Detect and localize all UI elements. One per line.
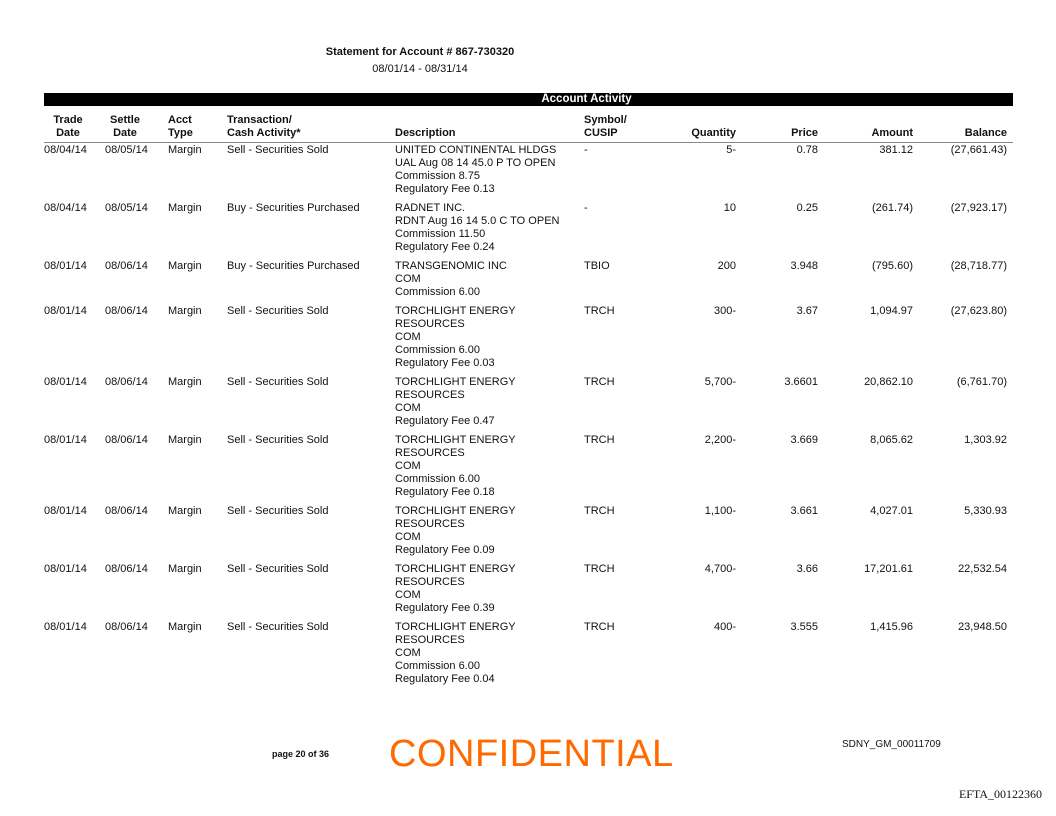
description-line: COM bbox=[395, 589, 421, 601]
col-symbol: Symbol/ CUSIP bbox=[584, 114, 627, 139]
description-line: TORCHLIGHT ENERGY bbox=[395, 434, 516, 446]
trade-date-cell: 08/01/14 bbox=[44, 563, 87, 575]
description-line: COM bbox=[395, 647, 421, 659]
description-line: UAL Aug 08 14 45.0 P TO OPEN bbox=[395, 157, 556, 169]
amount-cell: 1,415.96 bbox=[870, 621, 913, 633]
settle-date-cell: 08/05/14 bbox=[105, 144, 148, 156]
col-price: Price bbox=[791, 127, 818, 139]
symbol-cell: TBIO bbox=[584, 260, 610, 272]
description-cell bbox=[395, 376, 595, 428]
trade-date-cell: 08/01/14 bbox=[44, 505, 87, 517]
acct-type-cell: Margin bbox=[168, 260, 202, 272]
description-cell bbox=[395, 621, 595, 686]
description-cell bbox=[395, 260, 595, 299]
description-line: Commission 11.50 bbox=[395, 228, 486, 240]
amount-cell: 20,862.10 bbox=[864, 376, 913, 388]
description-line: RADNET INC. bbox=[395, 202, 466, 214]
amount-cell: 8,065.62 bbox=[870, 434, 913, 446]
acct-type-cell: Margin bbox=[168, 505, 202, 517]
settle-date-cell: 08/06/14 bbox=[105, 621, 148, 633]
table-row bbox=[44, 305, 1013, 376]
symbol-cell: - bbox=[584, 202, 588, 214]
price-cell: 3.555 bbox=[790, 621, 818, 633]
symbol-cell: TRCH bbox=[584, 305, 615, 317]
col-settle-date: Settle Date bbox=[110, 114, 140, 139]
table-row bbox=[44, 376, 1013, 434]
description-cell bbox=[395, 202, 595, 254]
description-line: Regulatory Fee 0.18 bbox=[395, 486, 495, 498]
transaction-cell: Sell - Securities Sold bbox=[227, 434, 329, 446]
description-line: Regulatory Fee 0.24 bbox=[395, 241, 495, 253]
balance-cell: (6,761.70) bbox=[956, 376, 1007, 388]
table-row bbox=[44, 621, 1013, 692]
symbol-cell: TRCH bbox=[584, 621, 615, 633]
symbol-cell: TRCH bbox=[584, 434, 615, 446]
transaction-cell: Sell - Securities Sold bbox=[227, 563, 329, 575]
settle-date-cell: 08/06/14 bbox=[105, 434, 148, 446]
quantity-cell: 200 bbox=[717, 260, 736, 272]
balance-cell: 5,330.93 bbox=[964, 505, 1007, 517]
balance-cell: (28,718.77) bbox=[950, 260, 1007, 272]
price-cell: 3.661 bbox=[790, 505, 818, 517]
price-cell: 3.67 bbox=[796, 305, 818, 317]
price-cell: 3.66 bbox=[796, 563, 818, 575]
col-amount: Amount bbox=[871, 127, 913, 139]
col-transaction: Transaction/ Cash Activity* bbox=[227, 114, 301, 139]
description-line: Commission 6.00 bbox=[395, 286, 480, 298]
description-cell bbox=[395, 305, 595, 370]
col-description: Description bbox=[395, 127, 456, 139]
section-title: Account Activity bbox=[541, 93, 632, 105]
statement-date-range: 08/01/14 - 08/31/14 bbox=[372, 63, 468, 75]
description-line: TORCHLIGHT ENERGY bbox=[395, 376, 516, 388]
balance-cell: (27,623.80) bbox=[950, 305, 1007, 317]
page-number: page 20 of 36 bbox=[272, 749, 330, 759]
trade-date-cell: 08/04/14 bbox=[44, 144, 87, 156]
col-acct-type: Acct Type bbox=[168, 114, 193, 139]
description-line: Commission 6.00 bbox=[395, 473, 480, 485]
price-cell: 3.6601 bbox=[784, 376, 818, 388]
efta-number: EFTA_00122360 bbox=[958, 787, 1042, 801]
description-line: Regulatory Fee 0.03 bbox=[395, 357, 495, 369]
description-line: RESOURCES bbox=[395, 518, 465, 530]
balance-cell: 22,532.54 bbox=[958, 563, 1007, 575]
balance-cell: 23,948.50 bbox=[958, 621, 1007, 633]
symbol-cell: - bbox=[584, 144, 588, 156]
transaction-cell: Sell - Securities Sold bbox=[227, 376, 329, 388]
description-line: Regulatory Fee 0.13 bbox=[395, 183, 495, 195]
description-cell bbox=[395, 505, 595, 557]
trade-date-cell: 08/01/14 bbox=[44, 260, 87, 272]
transaction-cell: Sell - Securities Sold bbox=[227, 505, 329, 517]
acct-type-cell: Margin bbox=[168, 621, 202, 633]
trade-date-cell: 08/01/14 bbox=[44, 621, 87, 633]
acct-type-cell: Margin bbox=[168, 202, 202, 214]
description-line: Regulatory Fee 0.09 bbox=[395, 544, 495, 556]
trade-date-cell: 08/01/14 bbox=[44, 434, 87, 446]
table-row bbox=[44, 202, 1013, 260]
price-cell: 3.948 bbox=[790, 260, 818, 272]
acct-type-cell: Margin bbox=[168, 376, 202, 388]
description-line: RESOURCES bbox=[395, 447, 465, 459]
column-headers bbox=[44, 108, 1013, 143]
transaction-cell: Sell - Securities Sold bbox=[227, 305, 329, 317]
amount-cell: 381.12 bbox=[879, 144, 913, 156]
settle-date-cell: 08/06/14 bbox=[105, 376, 148, 388]
quantity-cell: 10 bbox=[723, 202, 736, 214]
table-row bbox=[44, 260, 1013, 305]
price-cell: 3.669 bbox=[790, 434, 818, 446]
confidential-stamp: CONFIDENTIAL bbox=[389, 733, 674, 775]
amount-cell: 17,201.61 bbox=[864, 563, 913, 575]
transaction-cell: Buy - Securities Purchased bbox=[227, 260, 360, 272]
description-line: Regulatory Fee 0.39 bbox=[395, 602, 495, 614]
activity-table bbox=[44, 144, 1013, 692]
table-row bbox=[44, 563, 1013, 621]
symbol-cell: TRCH bbox=[584, 505, 615, 517]
description-cell bbox=[395, 434, 595, 499]
quantity-cell: 300- bbox=[713, 305, 736, 317]
trade-date-cell: 08/01/14 bbox=[44, 305, 87, 317]
description-cell bbox=[395, 144, 595, 196]
symbol-cell: TRCH bbox=[584, 563, 615, 575]
bates-number: SDNY_GM_00011709 bbox=[842, 739, 941, 750]
amount-cell: 4,027.01 bbox=[870, 505, 913, 517]
trade-date-cell: 08/01/14 bbox=[44, 376, 87, 388]
acct-type-cell: Margin bbox=[168, 305, 202, 317]
description-line: RESOURCES bbox=[395, 389, 465, 401]
description-cell bbox=[395, 563, 595, 615]
statement-title: Statement for Account # 867-730320 bbox=[325, 46, 515, 58]
settle-date-cell: 08/06/14 bbox=[105, 505, 148, 517]
trade-date-cell: 08/04/14 bbox=[44, 202, 87, 214]
description-line: TORCHLIGHT ENERGY bbox=[395, 563, 516, 575]
quantity-cell: 1,100- bbox=[704, 505, 736, 517]
description-line: Commission 6.00 bbox=[395, 660, 480, 672]
description-line: COM bbox=[395, 331, 421, 343]
description-line: Regulatory Fee 0.47 bbox=[395, 415, 495, 427]
description-line: RESOURCES bbox=[395, 634, 465, 646]
description-line: TORCHLIGHT ENERGY bbox=[395, 621, 516, 633]
settle-date-cell: 08/06/14 bbox=[105, 305, 148, 317]
transaction-cell: Sell - Securities Sold bbox=[227, 144, 329, 156]
col-balance: Balance bbox=[964, 127, 1007, 139]
balance-cell: 1,303.92 bbox=[964, 434, 1007, 446]
acct-type-cell: Margin bbox=[168, 434, 202, 446]
table-row bbox=[44, 434, 1013, 505]
description-line: RESOURCES bbox=[395, 576, 465, 588]
col-quantity: Quantity bbox=[691, 127, 736, 139]
table-row bbox=[44, 505, 1013, 563]
acct-type-cell: Margin bbox=[168, 563, 202, 575]
description-line: RDNT Aug 16 14 5.0 C TO OPEN bbox=[395, 215, 560, 227]
transaction-cell: Sell - Securities Sold bbox=[227, 621, 329, 633]
settle-date-cell: 08/06/14 bbox=[105, 563, 148, 575]
col-trade-date: Trade Date bbox=[53, 114, 83, 139]
description-line: RESOURCES bbox=[395, 318, 465, 330]
quantity-cell: 5- bbox=[726, 144, 736, 156]
balance-cell: (27,661.43) bbox=[950, 144, 1007, 156]
description-line: COM bbox=[395, 460, 421, 472]
quantity-cell: 400- bbox=[713, 621, 736, 633]
transaction-cell: Buy - Securities Purchased bbox=[227, 202, 360, 214]
description-line: TORCHLIGHT ENERGY bbox=[395, 505, 516, 517]
description-line: Regulatory Fee 0.04 bbox=[395, 673, 495, 685]
description-line: Commission 6.00 bbox=[395, 344, 480, 356]
description-line: UNITED CONTINENTAL HLDGS bbox=[395, 144, 557, 156]
amount-cell: (795.60) bbox=[872, 260, 913, 272]
acct-type-cell: Margin bbox=[168, 144, 202, 156]
balance-cell: (27,923.17) bbox=[950, 202, 1007, 214]
description-line: COM bbox=[395, 531, 421, 543]
amount-cell: 1,094.97 bbox=[870, 305, 913, 317]
quantity-cell: 4,700- bbox=[704, 563, 736, 575]
description-line: COM bbox=[395, 273, 421, 285]
price-cell: 0.25 bbox=[796, 202, 818, 214]
quantity-cell: 2,200- bbox=[704, 434, 736, 446]
quantity-cell: 5,700- bbox=[704, 376, 736, 388]
settle-date-cell: 08/05/14 bbox=[105, 202, 148, 214]
table-row bbox=[44, 144, 1013, 202]
description-line: Commission 8.75 bbox=[395, 170, 480, 182]
settle-date-cell: 08/06/14 bbox=[105, 260, 148, 272]
description-line: COM bbox=[395, 402, 421, 414]
amount-cell: (261.74) bbox=[872, 202, 913, 214]
symbol-cell: TRCH bbox=[584, 376, 615, 388]
price-cell: 0.78 bbox=[796, 144, 818, 156]
description-line: TRANSGENOMIC INC bbox=[395, 260, 507, 272]
section-bar bbox=[44, 93, 1013, 106]
description-line: TORCHLIGHT ENERGY bbox=[395, 305, 516, 317]
